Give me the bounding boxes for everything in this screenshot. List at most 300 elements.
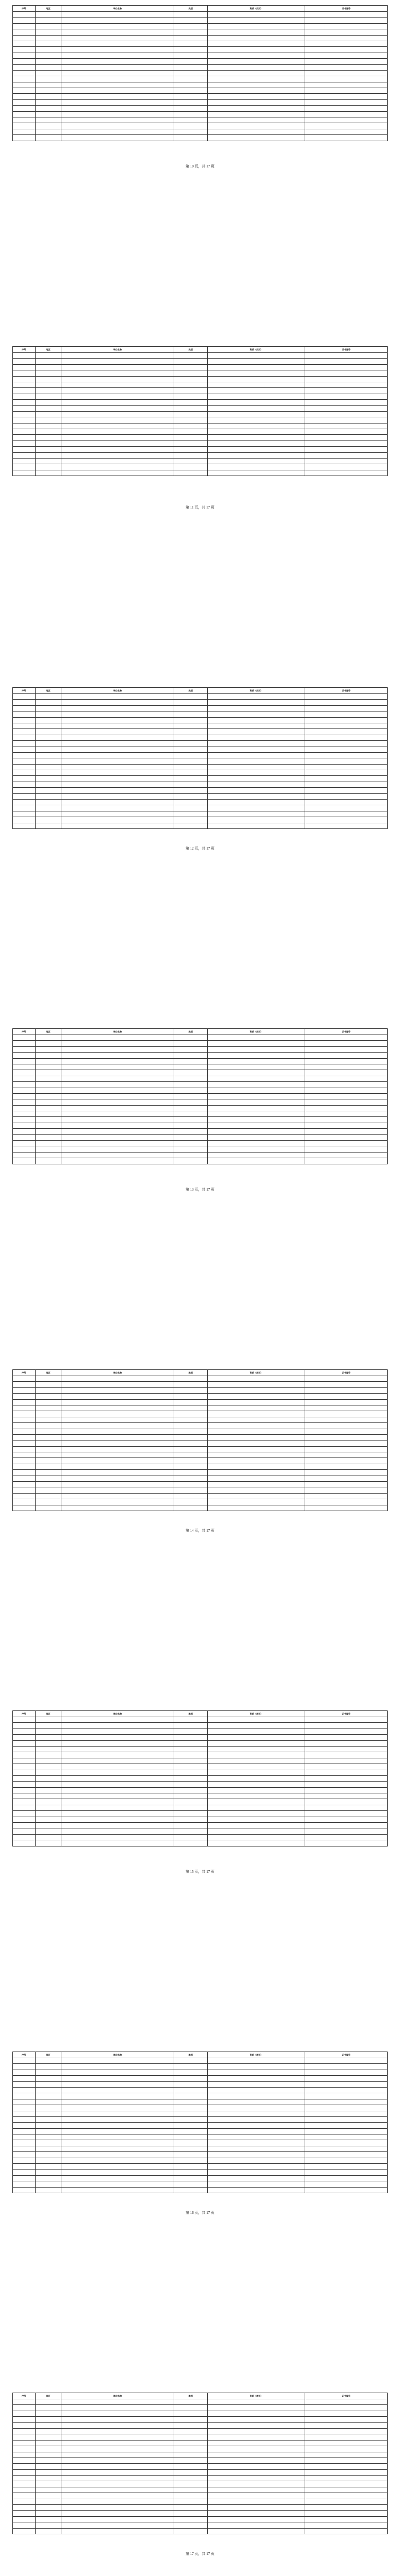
table-cell (174, 717, 207, 723)
table-row (13, 1782, 388, 1787)
table-cell (305, 2181, 388, 2187)
table-cell (35, 1775, 61, 1781)
table-cell (305, 700, 388, 705)
table-cell (174, 2140, 207, 2146)
table-row (13, 711, 388, 717)
table-cell (174, 129, 207, 134)
table-cell (13, 18, 36, 23)
table-cell (208, 435, 305, 440)
table-row (13, 1099, 388, 1105)
table-cell (61, 2505, 174, 2511)
table-cell (35, 376, 61, 382)
table-cell (305, 2099, 388, 2105)
table-cell (61, 1464, 174, 1469)
table-row (13, 2170, 388, 2175)
table-cell (305, 2128, 388, 2134)
table-cell (35, 1464, 61, 1469)
table-cell (13, 776, 36, 782)
table-cell (61, 1053, 174, 1058)
table-cell (174, 2111, 207, 2116)
table-cell (35, 129, 61, 134)
table-cell (174, 1053, 207, 1058)
table-cell (174, 2446, 207, 2452)
table-cell (35, 1387, 61, 1393)
table-cell (174, 1828, 207, 1834)
table-row (13, 129, 388, 134)
page-footer: 第 15 页，共 17 页 (186, 1870, 214, 1874)
table-cell (174, 2522, 207, 2528)
table-cell (61, 758, 174, 764)
table-cell (174, 2128, 207, 2134)
table-cell (174, 394, 207, 399)
table-cell (208, 94, 305, 99)
table-cell (13, 2516, 36, 2522)
table-cell (208, 2481, 305, 2487)
table-cell (305, 717, 388, 723)
table-cell (13, 823, 36, 828)
table-cell (208, 47, 305, 53)
table-cell (208, 1452, 305, 1458)
table-cell (35, 1123, 61, 1128)
table-cell (35, 117, 61, 123)
table-header-cell: 证书编号 (305, 6, 388, 12)
table-row (13, 752, 388, 758)
table-header-cell: 单位名称 (61, 2393, 174, 2399)
table-header-cell: 资质（类别） (208, 2393, 305, 2399)
table-cell (35, 1770, 61, 1775)
table-cell (61, 1728, 174, 1734)
table-header-cell: 资质（类别） (208, 1370, 305, 1376)
table-cell (174, 1817, 207, 1822)
table-cell (35, 1429, 61, 1434)
table-cell (35, 1046, 61, 1052)
table-cell (35, 1782, 61, 1787)
table-row (13, 417, 388, 423)
table-cell (61, 1717, 174, 1723)
table-cell (208, 817, 305, 823)
table-cell (35, 2181, 61, 2187)
table-cell (35, 1129, 61, 1134)
table-cell (61, 1399, 174, 1405)
table-cell (305, 452, 388, 458)
table-cell (305, 359, 388, 364)
table-cell (305, 1717, 388, 1723)
table-cell (13, 364, 36, 370)
table-row (13, 1046, 388, 1052)
table-cell (174, 1476, 207, 1481)
table-header-cell: 地区 (35, 347, 61, 353)
table-cell (13, 1146, 36, 1152)
table-cell (305, 1141, 388, 1146)
table-cell (208, 82, 305, 88)
table-cell (35, 1141, 61, 1146)
table-row (13, 1064, 388, 1070)
table-cell (13, 1129, 36, 1134)
table-row (13, 464, 388, 470)
table-cell (61, 1146, 174, 1152)
table-cell (208, 1470, 305, 1476)
table-cell (35, 1423, 61, 1429)
table-cell (174, 1093, 207, 1099)
table-cell (305, 12, 388, 18)
table-cell (305, 88, 388, 94)
table-cell (174, 429, 207, 435)
table-cell (61, 776, 174, 782)
table-cell (61, 1452, 174, 1458)
table-header-cell: 地区 (35, 1711, 61, 1717)
document-page (12, 2393, 388, 2556)
table-row (13, 1723, 388, 1728)
table-cell (61, 2128, 174, 2134)
table-row (13, 1105, 388, 1111)
table-cell (61, 1476, 174, 1481)
table-row (13, 1752, 388, 1758)
table-cell (208, 823, 305, 828)
table-cell (174, 1158, 207, 1164)
table-cell (13, 788, 36, 793)
table-row (13, 2187, 388, 2193)
table-cell (174, 464, 207, 470)
table-cell (35, 758, 61, 764)
table-row (13, 1764, 388, 1770)
table-cell (208, 23, 305, 29)
table-cell (61, 2058, 174, 2064)
table-cell (35, 1076, 61, 1081)
table-cell (305, 2481, 388, 2487)
table-cell (61, 2099, 174, 2105)
table-cell (13, 1799, 36, 1805)
table-row (13, 1058, 388, 1064)
document-page (12, 1369, 388, 1533)
table-cell (208, 1111, 305, 1117)
table-row (13, 1399, 388, 1405)
table-cell (208, 2134, 305, 2140)
table-cell (174, 470, 207, 476)
table-cell (208, 1840, 305, 1846)
table-cell (35, 1793, 61, 1799)
table-cell (174, 1076, 207, 1081)
table-row (13, 1158, 388, 1164)
table-cell (208, 1382, 305, 1387)
table-row (13, 1053, 388, 1058)
table-cell (174, 405, 207, 411)
table-cell (174, 2146, 207, 2151)
table-row (13, 700, 388, 705)
table-cell (61, 1129, 174, 1134)
table-row (13, 111, 388, 117)
table-cell (13, 429, 36, 435)
table-cell (61, 411, 174, 417)
table-cell (35, 1058, 61, 1064)
table-cell (13, 1823, 36, 1828)
table-row (13, 2087, 388, 2093)
table-cell (13, 1064, 36, 1070)
table-cell (35, 817, 61, 823)
table-row (13, 47, 388, 53)
table-cell (35, 1758, 61, 1764)
table-row (13, 459, 388, 464)
table-row (13, 1775, 388, 1781)
table-cell (35, 2434, 61, 2440)
table-cell (208, 452, 305, 458)
table-row (13, 353, 388, 359)
table-cell (61, 2181, 174, 2187)
table-cell (35, 788, 61, 793)
table-cell (35, 1394, 61, 1399)
table-cell (35, 359, 61, 364)
table-row (13, 800, 388, 805)
table-cell (61, 2170, 174, 2175)
table-cell (35, 2093, 61, 2099)
table-row (13, 2058, 388, 2064)
table-row (13, 23, 388, 29)
table-cell (13, 1093, 36, 1099)
table-cell (174, 1440, 207, 1446)
table-cell (35, 2487, 61, 2493)
table-cell (305, 1487, 388, 1493)
table-cell (305, 1434, 388, 1440)
table-cell (208, 2446, 305, 2452)
table-cell (174, 811, 207, 817)
table-cell (305, 1775, 388, 1781)
table-cell (174, 41, 207, 46)
table-cell (13, 2158, 36, 2163)
table-cell (13, 1429, 36, 1434)
table-cell (174, 2187, 207, 2193)
table-cell (208, 1487, 305, 1493)
table-cell (208, 2064, 305, 2070)
table-cell (305, 1470, 388, 1476)
table-cell (208, 2511, 305, 2516)
table-cell (35, 711, 61, 717)
table-header-cell: 地区 (35, 1029, 61, 1035)
table-cell (174, 711, 207, 717)
table-cell (208, 99, 305, 105)
table-cell (305, 1053, 388, 1058)
table-cell (35, 805, 61, 811)
table-cell (208, 1735, 305, 1740)
page-footer: 第 10 页，共 17 页 (186, 164, 214, 168)
table-row (13, 29, 388, 35)
table-cell (174, 1464, 207, 1469)
table-cell (13, 805, 36, 811)
table-cell (35, 1399, 61, 1405)
table-cell (208, 1740, 305, 1746)
table-cell (208, 700, 305, 705)
table-cell (13, 1793, 36, 1799)
table-cell (208, 18, 305, 23)
table-cell (13, 2058, 36, 2064)
table-cell (61, 440, 174, 446)
table-cell (35, 735, 61, 740)
table-cell (61, 99, 174, 105)
table-cell (305, 2146, 388, 2151)
document-page (12, 1028, 388, 1192)
table-cell (208, 758, 305, 764)
table-cell (61, 823, 174, 828)
table-cell (13, 1746, 36, 1752)
table-cell (208, 12, 305, 18)
table-cell (208, 2116, 305, 2122)
table-row (13, 1082, 388, 1088)
table-cell (174, 2516, 207, 2522)
table-cell (174, 1411, 207, 1417)
table-row (13, 94, 388, 99)
table-cell (61, 2522, 174, 2528)
table-cell (13, 1805, 36, 1810)
table-cell (174, 1805, 207, 1810)
table-cell (208, 359, 305, 364)
table-cell (305, 2493, 388, 2499)
table-cell (174, 800, 207, 805)
table-row (13, 758, 388, 764)
table-cell (208, 2522, 305, 2528)
table-cell (305, 2446, 388, 2452)
table-cell (208, 129, 305, 134)
table-cell (174, 1811, 207, 1817)
page-footer: 第 11 页，共 17 页 (186, 505, 214, 510)
table-cell (305, 82, 388, 88)
table-cell (35, 82, 61, 88)
table-cell (208, 2105, 305, 2111)
table-cell (61, 1058, 174, 1064)
table-cell (208, 423, 305, 429)
table-cell (208, 2111, 305, 2116)
table-cell (174, 1399, 207, 1405)
table-cell (208, 1141, 305, 1146)
table-cell (13, 758, 36, 764)
table-cell (13, 747, 36, 752)
table-cell (174, 2528, 207, 2534)
table-cell (13, 2140, 36, 2146)
table-cell (208, 1035, 305, 1041)
table-cell (13, 59, 36, 64)
table-cell (13, 2123, 36, 2128)
table-cell (35, 1411, 61, 1417)
table-row (13, 447, 388, 452)
table-row (13, 64, 388, 70)
table-cell (13, 2505, 36, 2511)
table-row (13, 1499, 388, 1505)
table-cell (305, 2458, 388, 2463)
table-cell (35, 1064, 61, 1070)
table-cell (13, 2487, 36, 2493)
table-cell (208, 2434, 305, 2440)
table-cell (305, 2076, 388, 2081)
table-cell (13, 353, 36, 359)
table-cell (13, 1076, 36, 1081)
table-cell (61, 2134, 174, 2140)
table-cell (61, 2093, 174, 2099)
table-row (13, 1146, 388, 1152)
table-cell (61, 1117, 174, 1123)
table-cell (13, 411, 36, 417)
table-cell (208, 776, 305, 782)
table-cell (61, 2070, 174, 2075)
table-cell (13, 82, 36, 88)
table-row (13, 1735, 388, 1740)
table-cell (13, 1399, 36, 1405)
table-cell (35, 429, 61, 435)
table-cell (35, 18, 61, 23)
table-cell (174, 12, 207, 18)
table-cell (13, 2399, 36, 2405)
table-cell (174, 1782, 207, 1787)
table-cell (305, 76, 388, 82)
table-cell (305, 1799, 388, 1805)
table-cell (61, 429, 174, 435)
table-header-row (13, 2052, 388, 2058)
table-cell (61, 2493, 174, 2499)
table-row (13, 1093, 388, 1099)
table-cell (13, 1417, 36, 1422)
table-cell (305, 1482, 388, 1487)
table-cell (305, 1387, 388, 1393)
table-cell (208, 417, 305, 423)
table-cell (174, 353, 207, 359)
table-cell (13, 2464, 36, 2469)
table-cell (61, 2116, 174, 2122)
table-cell (35, 1105, 61, 1111)
page-footer: 第 12 页，共 17 页 (186, 846, 214, 851)
table-cell (13, 2128, 36, 2134)
table-cell (208, 1411, 305, 1417)
table-cell (174, 700, 207, 705)
table-cell (61, 711, 174, 717)
table-cell (35, 700, 61, 705)
table-cell (305, 1111, 388, 1117)
table-cell (61, 1458, 174, 1464)
table-row (13, 1770, 388, 1775)
table-cell (208, 1387, 305, 1393)
table-cell (35, 459, 61, 464)
table-cell (174, 435, 207, 440)
table-cell (35, 1728, 61, 1734)
table-row (13, 2505, 388, 2511)
table-cell (174, 1482, 207, 1487)
table-row (13, 2146, 388, 2151)
table-cell (174, 2505, 207, 2511)
table-cell (208, 2181, 305, 2187)
table-cell (174, 1717, 207, 1723)
table-cell (61, 1158, 174, 1164)
table-cell (305, 694, 388, 700)
table-cell (13, 2481, 36, 2487)
table-cell (61, 388, 174, 394)
table-cell (35, 776, 61, 782)
table-cell (13, 99, 36, 105)
table-cell (174, 776, 207, 782)
table-cell (208, 1434, 305, 1440)
table-cell (174, 793, 207, 799)
table-row (13, 1817, 388, 1822)
table-cell (35, 1088, 61, 1093)
table-row (13, 1382, 388, 1387)
table-cell (13, 117, 36, 123)
document-page (12, 5, 388, 168)
table-cell (174, 2181, 207, 2187)
table-row (13, 1470, 388, 1476)
table-row (13, 2399, 388, 2405)
table-row (13, 1746, 388, 1752)
table-cell (174, 2158, 207, 2163)
table-cell (208, 2164, 305, 2170)
table-cell (35, 2428, 61, 2434)
table-cell (61, 59, 174, 64)
table-cell (208, 723, 305, 728)
table-row (13, 1728, 388, 1734)
table-row (13, 88, 388, 94)
